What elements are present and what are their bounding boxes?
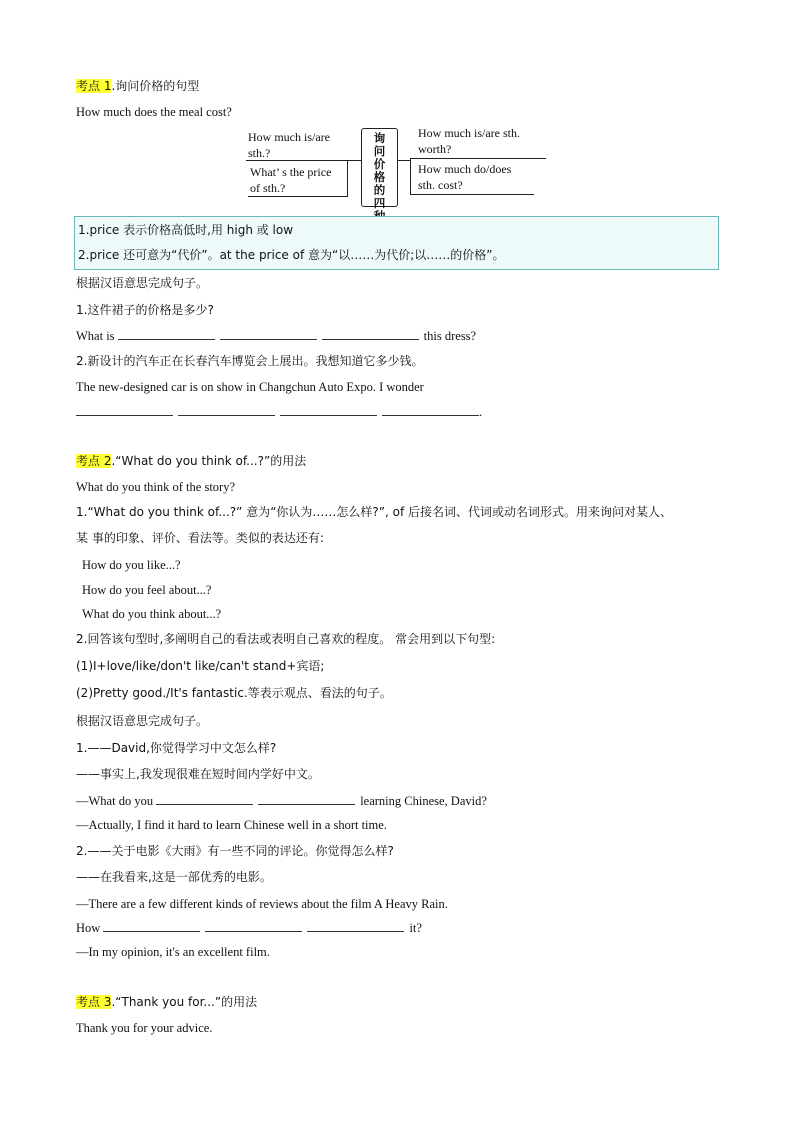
section1-q2-english: The new-designed car is on show in Changchun Auto Expo. I wonder xyxy=(76,380,424,394)
left-top-connector xyxy=(246,160,361,161)
section3-example: Thank you for your advice. xyxy=(76,1021,213,1035)
similar-expression-3: What do you think about...? xyxy=(82,607,222,621)
q2-en-suffix: it? xyxy=(409,921,422,935)
left-top-line2: sth.? xyxy=(248,146,271,160)
q1-en-suffix: learning Chinese, David? xyxy=(360,794,487,808)
answer-blank[interactable] xyxy=(178,404,275,416)
section3-heading xyxy=(76,994,257,1010)
section2-q1-chinese-a: 1.——David,你觉得学习中文怎么样? xyxy=(76,741,277,755)
section2-example: What do you think of the story? xyxy=(76,480,235,494)
right-bracket xyxy=(410,158,411,194)
q2-end: . xyxy=(479,405,483,419)
section2-point2-b: (2)Pretty good./It's fantastic.等表示观点、看法的句子。 xyxy=(76,686,392,700)
section2-title: .“What do you think of...?”的用法 xyxy=(111,454,307,468)
section1-q2-blanks xyxy=(76,404,482,420)
answer-blank[interactable] xyxy=(76,404,173,416)
answer-blank[interactable] xyxy=(103,920,200,932)
answer-blank[interactable] xyxy=(280,404,377,416)
left-bottom-underline xyxy=(248,196,348,197)
section2-q2-english-a: —There are a few different kinds of reviews about the film A Heavy Rain. xyxy=(76,897,448,911)
answer-blank[interactable] xyxy=(118,328,215,340)
section1-q1-chinese: 1.这件裙子的价格是多少? xyxy=(76,303,214,317)
right-top-underline xyxy=(410,158,546,159)
answer-blank[interactable] xyxy=(205,920,302,932)
right-bottom-line2: sth. cost? xyxy=(418,178,463,192)
left-bottom-line1: What’ s the price xyxy=(250,165,332,179)
section1-example: How much does the meal cost? xyxy=(76,105,232,119)
section2-q2-english-c: —In my opinion, it's an excellent film. xyxy=(76,945,270,959)
q2-en-prefix: How xyxy=(76,921,101,935)
section1-q1-english xyxy=(76,328,476,344)
section2-point2-a: (1)I+love/like/don't like/can't stand+宾语; xyxy=(76,659,325,673)
answer-blank[interactable] xyxy=(156,793,253,805)
section2-badge: 考点 2 xyxy=(76,454,112,468)
center-label: 询问价格的四 xyxy=(373,131,386,210)
q1-prefix: What is xyxy=(76,329,115,343)
section1-task: 根据汉语意思完成句子。 xyxy=(76,276,209,290)
q1-en-prefix: —What do you xyxy=(76,794,154,808)
section2-q2-chinese-a: 2.——关于电影《大雨》有一些不同的评论。你觉得怎么样? xyxy=(76,844,394,858)
price-question-diagram xyxy=(0,0,794,240)
q1-suffix: this dress? xyxy=(423,329,477,343)
tip-1: 1.price 表示价格高低时,用 high 或 low xyxy=(78,223,294,237)
section2-q2-chinese-b: ——在我看来,这是一部优秀的电影。 xyxy=(76,870,272,884)
section2-point1-line1: 1.“What do you think of...?” 意为“你认为……怎么样?”, of 后接名词、代词或动名词形式。用来询问对某人、 xyxy=(76,505,673,519)
left-bottom-line2: of sth.? xyxy=(250,181,286,195)
right-top-line1: How much is/are sth. xyxy=(418,126,520,140)
left-top-line1: How much is/are xyxy=(248,130,330,144)
similar-expression-2: How do you feel about...? xyxy=(82,583,212,597)
section2-point2: 2.回答该句型时,多阐明自己的看法或表明自己喜欢的程度。 常会用到以下句型: xyxy=(76,632,496,646)
section1-heading xyxy=(76,78,199,94)
right-bottom-underline xyxy=(410,194,534,195)
section2-point1-line2: 某 事的印象、评价、看法等。类似的表达还有: xyxy=(76,531,324,545)
similar-expression-1: How do you like...? xyxy=(82,558,181,572)
section2-q2-english-b xyxy=(76,920,422,936)
answer-blank[interactable] xyxy=(382,404,479,416)
answer-blank[interactable] xyxy=(307,920,404,932)
answer-blank[interactable] xyxy=(220,328,317,340)
section2-task: 根据汉语意思完成句子。 xyxy=(76,714,209,728)
section1-title: .询问价格的句型 xyxy=(111,79,200,93)
answer-blank[interactable] xyxy=(258,793,355,805)
section3-title: .“Thank you for...”的用法 xyxy=(111,995,258,1009)
right-connector xyxy=(398,160,410,161)
right-bottom-line1: How much do/does xyxy=(418,162,512,176)
center-label-box xyxy=(361,128,398,210)
section1-q2-chinese: 2.新设计的汽车正在长春汽车博览会上展出。我想知道它多少钱。 xyxy=(76,354,424,368)
tip-2: 2.price 还可意为“代价”。at the price of 意为“以……为代价;以……的价格”。 xyxy=(78,248,505,262)
tip-box xyxy=(74,216,719,270)
answer-blank[interactable] xyxy=(322,328,419,340)
section2-heading xyxy=(76,453,306,469)
section2-q1-english-b: —Actually, I find it hard to learn Chinese well in a short time. xyxy=(76,818,387,832)
section1-badge: 考点 1 xyxy=(76,79,112,93)
right-top-line2: worth? xyxy=(418,142,452,156)
section2-q1-chinese-b: ——事实上,我发现很难在短时间内学好中文。 xyxy=(76,767,320,781)
left-bracket xyxy=(347,160,348,196)
section3-badge: 考点 3 xyxy=(76,995,112,1009)
section2-q1-english xyxy=(76,793,487,809)
